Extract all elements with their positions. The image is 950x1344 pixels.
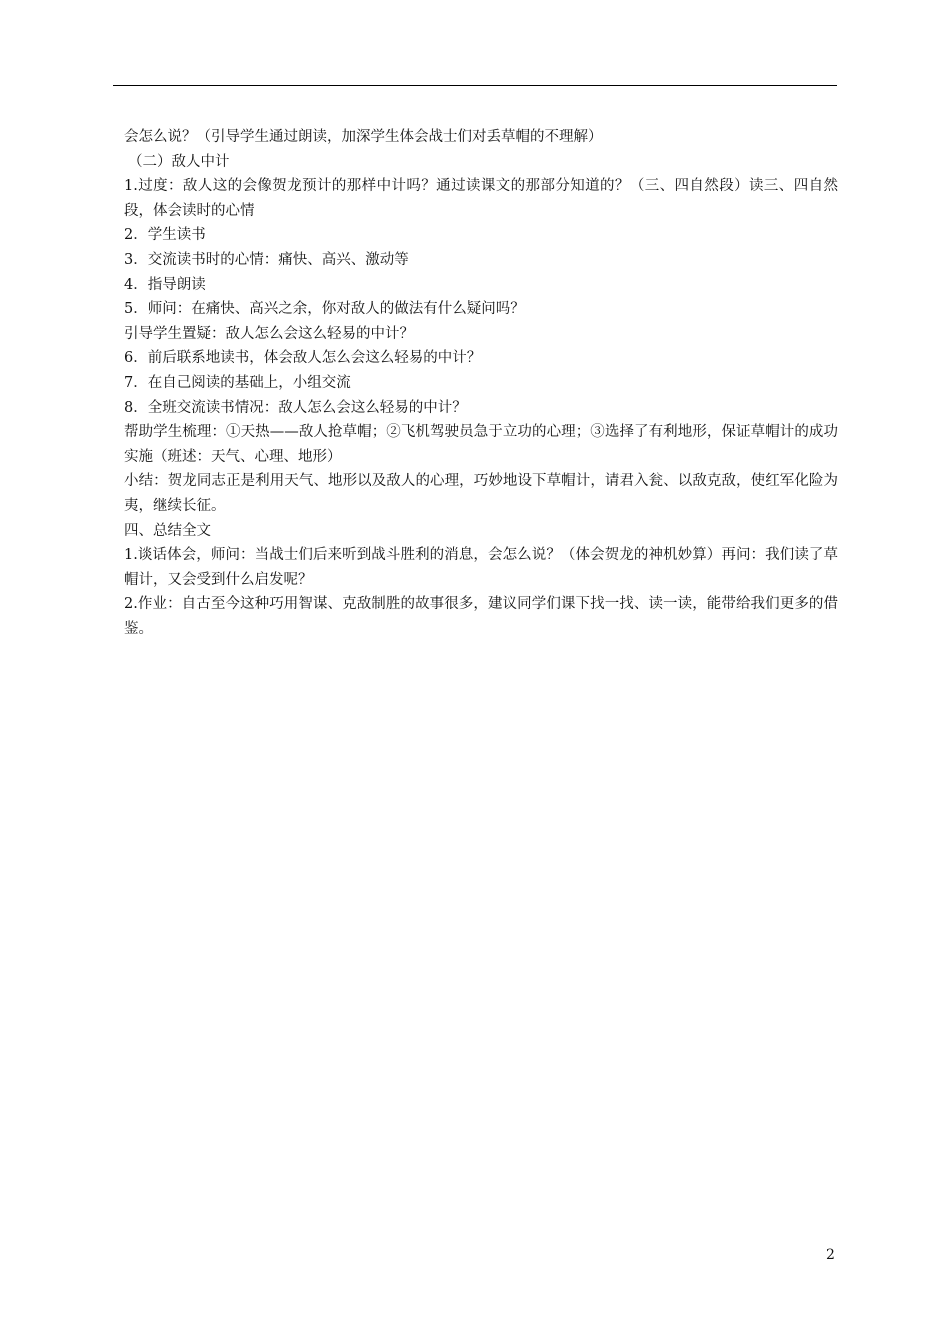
list-item: 6．前后联系地读书，体会敌人怎么会这么轻易的中计？ [124, 350, 482, 367]
list-item: 3．交流读书时的心情：痛快、高兴、激动等 [124, 251, 409, 268]
list-item: 8．全班交流读书情况：敌人怎么会这么轻易的中计？ [124, 399, 467, 416]
paragraph: 1.过度：敌人这的会像贺龙预计的那样中计吗？通过读课文的那部分知道的？（三、四自然段）读三、四自然段，体会读时的心情 [124, 178, 838, 219]
list-item: 2.作业：自古至今这种巧用智谋、克敌制胜的故事很多，建议同学们课下找一找、读一读，能带给我们更多的借鉴。 [124, 596, 838, 637]
page-number: 2 [826, 1247, 835, 1263]
section-heading: （二）敌人中计 [128, 153, 230, 170]
paragraph: 帮助学生梳理：①天热——敌人抢草帽；②飞机驾驶员急于立功的心理；③选择了有利地形，保证草帽计的成功实施（班述：天气、心理、地形） [124, 424, 838, 465]
list-item: 7．在自己阅读的基础上，小组交流 [124, 374, 351, 391]
list-item: 4．指导朗读 [124, 276, 206, 293]
list-item: 1.谈话体会，师问：当战士们后来听到战斗胜利的消息，会怎么说？（体会贺龙的神机妙算）再问：我们读了草帽计，又会受到什么启发呢？ [124, 547, 838, 588]
paragraph: 小结：贺龙同志正是利用天气、地形以及敌人的心理，巧妙地设下草帽计，请君入瓮、以敌克敌，使红军化险为夷，继续长征。 [124, 473, 838, 514]
list-item: 2．学生读书 [124, 227, 206, 244]
paragraph: 会怎么说？（引导学生通过朗读，加深学生体会战士们对丢草帽的不理解） [124, 129, 603, 145]
section-heading: 四、总结全文 [124, 522, 211, 539]
header-rule [113, 85, 837, 86]
body-text [124, 125, 838, 641]
paragraph: 引导学生置疑：敌人怎么会这么轻易的中计？ [124, 325, 414, 342]
list-item: 5．师问：在痛快、高兴之余，你对敌人的做法有什么疑问吗？ [124, 301, 525, 318]
